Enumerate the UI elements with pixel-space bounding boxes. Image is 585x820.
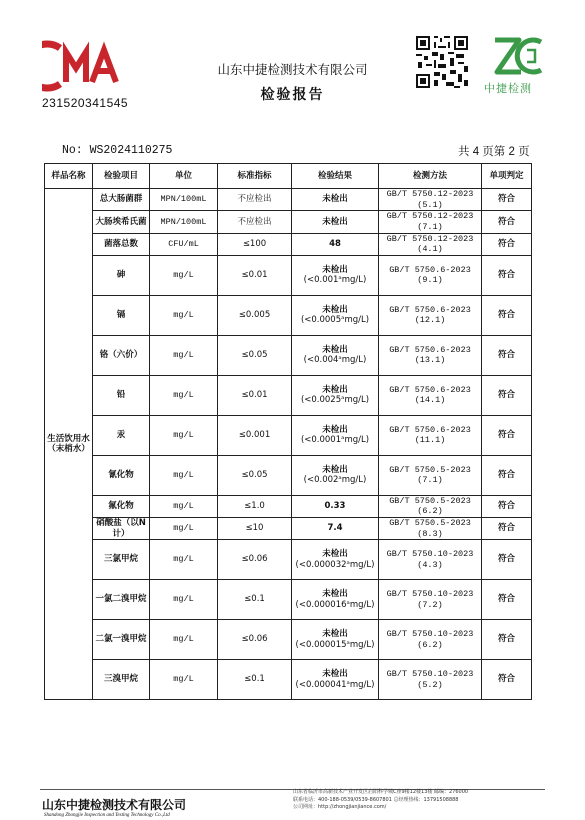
result-cell xyxy=(292,255,379,295)
table-row xyxy=(45,189,532,211)
method-cell xyxy=(379,255,482,295)
method-clause: (8.3) xyxy=(417,528,443,539)
table-row xyxy=(45,518,532,540)
header-standard: 标准指标 xyxy=(218,164,292,189)
method-standard: GB/T 5750.6-2023 xyxy=(389,424,471,435)
result-cell xyxy=(292,375,379,415)
result-cell xyxy=(292,455,379,495)
standard-cell: ≤0.06 xyxy=(218,620,292,660)
test-item-cell: 一氯二溴甲烷 xyxy=(93,580,150,620)
header-sample-name: 样品名称 xyxy=(45,164,93,189)
method-standard: GB/T 5750.5-2023 xyxy=(389,495,471,506)
test-item-cell: 氰化物 xyxy=(93,455,150,495)
method-cell xyxy=(379,455,482,495)
result-cell xyxy=(292,660,379,700)
method-clause: (5.1) xyxy=(417,199,443,210)
result-value: 未检出 xyxy=(322,384,348,395)
verdict-cell: 符合 xyxy=(482,518,532,540)
result-detection-limit: (<0.002ᵃmg/L) xyxy=(303,475,367,486)
footer-address: 山东省临沂市高新技术产业开发区启阳科学城C座9楼12楼13楼 邮编：276000 xyxy=(293,789,469,795)
standard-cell: ≤0.01 xyxy=(218,375,292,415)
result-value: 未检出 xyxy=(322,264,348,275)
test-item-cell: 大肠埃希氏菌 xyxy=(93,211,150,233)
result-detection-limit: (<0.0005ᵃmg/L) xyxy=(300,315,370,326)
method-standard: GB/T 5750.6-2023 xyxy=(389,384,471,395)
method-cell xyxy=(379,295,482,335)
footer-company-name-en: Shandong Zhongjie Inspection and Testing Technology Co.,Ltd xyxy=(44,813,170,818)
method-cell xyxy=(379,189,482,211)
method-cell xyxy=(379,233,482,255)
standard-cell: 不应检出 xyxy=(218,211,292,233)
method-clause: (6.2) xyxy=(417,639,443,650)
method-clause: (6.2) xyxy=(417,506,443,517)
result-cell xyxy=(292,211,379,233)
method-standard: GB/T 5750.6-2023 xyxy=(389,264,471,275)
sample-name-cell: 生活饮用水（末梢水） xyxy=(45,189,93,700)
result-detection-limit: (<0.0001ᵃmg/L) xyxy=(300,435,370,446)
table-row xyxy=(45,540,532,580)
results-table xyxy=(44,163,532,700)
test-item-cell: 铬（六价） xyxy=(93,335,150,375)
result-cell xyxy=(292,540,379,580)
method-cell xyxy=(379,335,482,375)
method-clause: (9.1) xyxy=(417,275,443,286)
method-standard: GB/T 5750.12-2023 xyxy=(386,189,474,199)
table-row xyxy=(45,415,532,455)
table-row xyxy=(45,211,532,233)
table-header-row xyxy=(45,164,532,189)
table-row xyxy=(45,233,532,255)
table-row xyxy=(45,580,532,620)
result-cell xyxy=(292,189,379,211)
method-standard: GB/T 5750.5-2023 xyxy=(389,518,471,528)
unit-cell: mg/L xyxy=(150,580,218,620)
result-cell xyxy=(292,415,379,455)
verdict-cell: 符合 xyxy=(482,335,532,375)
result-value: 未检出 xyxy=(322,669,348,680)
result-value: 未检出 xyxy=(322,194,348,205)
method-clause: (4.1) xyxy=(417,244,443,255)
method-cell xyxy=(379,415,482,455)
test-item-cell: 汞 xyxy=(93,415,150,455)
result-detection-limit: (<0.0025ᵃmg/L) xyxy=(300,395,370,406)
report-title: 检验报告 xyxy=(260,87,325,103)
standard-cell: ≤0.01 xyxy=(218,255,292,295)
method-standard: GB/T 5750.12-2023 xyxy=(386,211,474,222)
table-row xyxy=(45,455,532,495)
table-body xyxy=(45,189,532,700)
test-item-cell: 二氯一溴甲烷 xyxy=(93,620,150,660)
method-clause: (5.2) xyxy=(417,679,443,690)
method-cell xyxy=(379,518,482,540)
verdict-cell: 符合 xyxy=(482,415,532,455)
method-clause: (7.1) xyxy=(417,475,443,486)
result-detection-limit: (<0.001ᵃmg/L) xyxy=(303,275,367,286)
unit-cell: mg/L xyxy=(150,335,218,375)
verdict-cell: 符合 xyxy=(482,660,532,700)
standard-cell: ≤0.001 xyxy=(218,415,292,455)
table-row xyxy=(45,375,532,415)
test-item-cell: 硝酸盐（以N计） xyxy=(93,518,150,540)
method-clause: (11.1) xyxy=(414,435,446,446)
result-detection-limit: (<0.000041ᵃmg/L) xyxy=(295,679,375,690)
method-clause: (13.1) xyxy=(414,355,446,366)
test-item-cell: 镉 xyxy=(93,295,150,335)
standard-cell: ≤10 xyxy=(218,518,292,540)
unit-cell: mg/L xyxy=(150,255,218,295)
table-row xyxy=(45,335,532,375)
unit-cell: mg/L xyxy=(150,415,218,455)
company-logo xyxy=(489,34,545,78)
result-cell xyxy=(292,495,379,517)
verdict-cell: 符合 xyxy=(482,620,532,660)
method-standard: GB/T 5750.5-2023 xyxy=(389,464,471,475)
company-name: 山东中捷检测技术有限公司 xyxy=(217,62,368,77)
test-item-cell: 三氯甲烷 xyxy=(93,540,150,580)
verdict-cell: 符合 xyxy=(482,295,532,335)
result-value: 未检出 xyxy=(322,549,348,560)
method-cell xyxy=(379,211,482,233)
qr-code-icon xyxy=(414,34,470,90)
header-test-item: 检验项目 xyxy=(93,164,150,189)
verdict-cell: 符合 xyxy=(482,540,532,580)
method-clause: (14.1) xyxy=(414,395,446,406)
test-item-cell: 砷 xyxy=(93,255,150,295)
test-item-cell: 铅 xyxy=(93,375,150,415)
test-item-cell: 菌落总数 xyxy=(93,233,150,255)
verdict-cell: 符合 xyxy=(482,189,532,211)
standard-cell: ≤0.05 xyxy=(218,455,292,495)
result-detection-limit: (<0.000032ᵃmg/L) xyxy=(295,559,375,570)
standard-cell: ≤0.005 xyxy=(218,295,292,335)
standard-cell: ≤0.05 xyxy=(218,335,292,375)
verdict-cell: 符合 xyxy=(482,255,532,295)
result-cell xyxy=(292,518,379,540)
cma-number: 231520341545 xyxy=(42,96,129,110)
method-cell xyxy=(379,660,482,700)
result-cell xyxy=(292,335,379,375)
footer-contact xyxy=(293,789,468,812)
result-value: 7.4 xyxy=(327,523,343,534)
method-cell xyxy=(379,495,482,517)
test-item-cell: 三溴甲烷 xyxy=(93,660,150,700)
method-standard: GB/T 5750.10-2023 xyxy=(386,549,474,560)
method-clause: (4.3) xyxy=(417,559,443,570)
verdict-cell: 符合 xyxy=(482,233,532,255)
result-value: 未检出 xyxy=(322,344,348,355)
method-standard: GB/T 5750.10-2023 xyxy=(386,669,474,680)
result-cell xyxy=(292,620,379,660)
unit-cell: mg/L xyxy=(150,620,218,660)
unit-cell: MPN/100mL xyxy=(150,211,218,233)
unit-cell: mg/L xyxy=(150,375,218,415)
result-value: 0.33 xyxy=(324,501,346,512)
method-standard: GB/T 5750.6-2023 xyxy=(389,344,471,355)
standard-cell: 不应检出 xyxy=(218,189,292,211)
result-value: 未检出 xyxy=(322,464,348,475)
header-result: 检验结果 xyxy=(292,164,379,189)
method-clause: (12.1) xyxy=(414,315,446,326)
result-value: 未检出 xyxy=(322,424,348,435)
table-row xyxy=(45,495,532,517)
result-value: 48 xyxy=(329,238,341,249)
footer-website: 公司网址：http://zhongjianjiance.com/ xyxy=(293,804,387,810)
method-cell xyxy=(379,580,482,620)
unit-cell: mg/L xyxy=(150,540,218,580)
method-standard: GB/T 5750.10-2023 xyxy=(386,629,474,640)
table-row xyxy=(45,660,532,700)
verdict-cell: 符合 xyxy=(482,455,532,495)
result-value: 未检出 xyxy=(322,216,348,227)
standard-cell: ≤0.1 xyxy=(218,660,292,700)
standard-cell: ≤0.1 xyxy=(218,580,292,620)
unit-cell: mg/L xyxy=(150,660,218,700)
result-cell xyxy=(292,295,379,335)
result-cell xyxy=(292,580,379,620)
unit-cell: mg/L xyxy=(150,455,218,495)
footer-company-name: 山东中捷检测技术有限公司 xyxy=(42,798,187,812)
result-detection-limit: (<0.004ᵃmg/L) xyxy=(303,355,367,366)
header-method: 检测方法 xyxy=(379,164,482,189)
result-value: 未检出 xyxy=(322,589,348,600)
method-standard: GB/T 5750.6-2023 xyxy=(389,304,471,315)
standard-cell: ≤0.06 xyxy=(218,540,292,580)
method-clause: (7.1) xyxy=(417,221,443,232)
unit-cell: CFU/mL xyxy=(150,233,218,255)
verdict-cell: 符合 xyxy=(482,495,532,517)
unit-cell: mg/L xyxy=(150,295,218,335)
footer-phone: 联系电话：400-188-0539/0539-8607801 总经理热线：13791508888 xyxy=(293,796,459,803)
result-value: 未检出 xyxy=(322,304,348,315)
test-item-cell: 氟化物 xyxy=(93,495,150,517)
unit-cell: mg/L xyxy=(150,495,218,517)
test-item-cell: 总大肠菌群 xyxy=(93,189,150,211)
verdict-cell: 符合 xyxy=(482,375,532,415)
result-detection-limit: (<0.000016ᵃmg/L) xyxy=(295,599,375,610)
result-value: 未检出 xyxy=(322,629,348,640)
method-standard: GB/T 5750.10-2023 xyxy=(386,589,474,600)
report-number: No: WS2024110275 xyxy=(62,144,173,157)
unit-cell: MPN/100mL xyxy=(150,189,218,211)
standard-cell: ≤1.0 xyxy=(218,495,292,517)
method-cell xyxy=(379,375,482,415)
verdict-cell: 符合 xyxy=(482,580,532,620)
unit-cell: mg/L xyxy=(150,518,218,540)
verdict-cell: 符合 xyxy=(482,211,532,233)
header-unit: 单位 xyxy=(150,164,218,189)
method-cell xyxy=(379,620,482,660)
header-verdict: 单项判定 xyxy=(482,164,532,189)
table-row xyxy=(45,255,532,295)
method-standard: GB/T 5750.12-2023 xyxy=(386,233,474,244)
method-clause: (7.2) xyxy=(417,599,443,610)
result-detection-limit: (<0.000015ᵃmg/L) xyxy=(295,639,375,650)
page-info: 共 4 页第 2 页 xyxy=(458,146,530,158)
table-row xyxy=(45,295,532,335)
result-cell xyxy=(292,233,379,255)
company-logo-text: 中捷检测 xyxy=(484,82,532,95)
standard-cell: ≤100 xyxy=(218,233,292,255)
table-row xyxy=(45,620,532,660)
method-cell xyxy=(379,540,482,580)
